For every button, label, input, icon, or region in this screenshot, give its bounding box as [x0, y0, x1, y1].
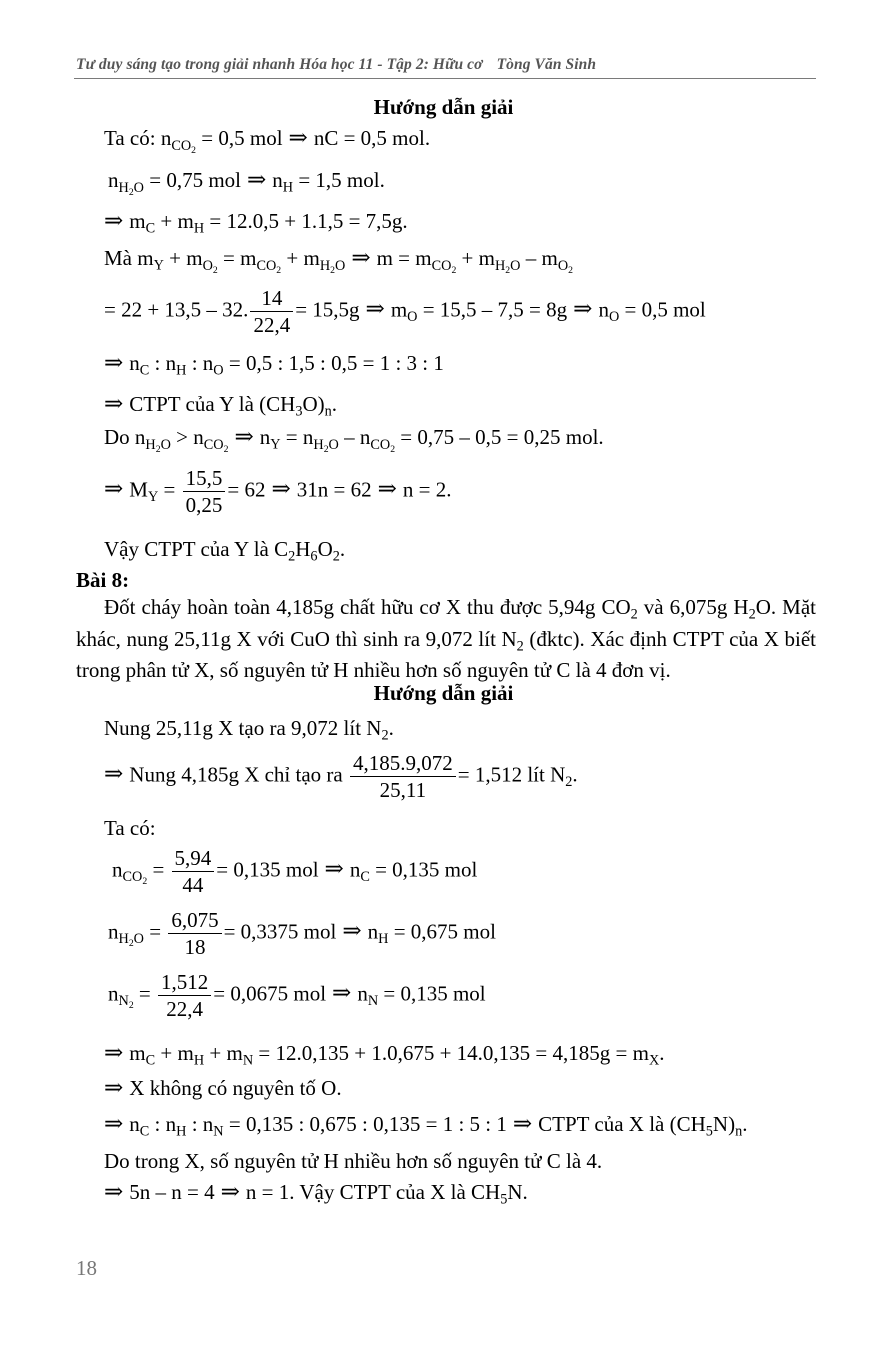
problem-title: Bài 8:	[76, 568, 130, 592]
fraction: $\frac{14}{22,4}$	[250, 285, 293, 338]
implies-arrow-icon: ⇒	[332, 980, 352, 1006]
solution2-line-5: $n_{H_2O}$ = $\frac{6,075}{18}$ = 0,3375 mol ⇒ $n_H = 0,675$ mol	[108, 908, 496, 959]
solution1-line-2: $n_{H_2O} = 0,75$ mol ⇒ $n_H = 1,5$ mol.	[108, 167, 385, 198]
solution2-line-9: ⇒ $n_C$ : $n_H$ : $n_N = 0,135$ : 0,675 : 0,135 = 1 : 5 : 1 ⇒ CTPT của X là $(CH_5N)_n$.	[104, 1111, 748, 1140]
solution2-line-7: ⇒ $m_C + m_H + m_N = 12.0,135 + 1.0,675 + 14.0,135 = 4,185g = m_X$.	[104, 1040, 665, 1069]
implies-arrow-icon: ⇒	[324, 856, 344, 882]
implies-arrow-icon: ⇒	[104, 208, 124, 233]
implies-arrow-icon: ⇒	[220, 1179, 240, 1204]
solution1-line-4: Mà $m_Y + m_{O_2} = m_{CO_2} + m_{H_2O}$ ⇒ $m = m_{CO_2} + m_{H_2O} - m_{O_2}$	[104, 245, 573, 276]
implies-arrow-icon: ⇒	[288, 125, 308, 150]
solution2-line-10: Do trong X, số nguyên tử H nhiều hơn số nguyên tử C là 4.	[104, 1149, 603, 1173]
solution1-line-6: ⇒ $n_C$ : $n_H$ : $n_O = 0,5$ : 1,5 : 0,5 = 1 : 3 : 1	[104, 350, 444, 379]
solution2-line-2: ⇒ Nung 4,185g X chỉ tạo ra $\frac{4,185.9,072}{25,11}$ = 1,512 lít $N_2$.	[104, 751, 578, 802]
implies-arrow-icon: ⇒	[104, 761, 124, 787]
fraction: $\frac{5,94}{44}$	[172, 845, 215, 898]
solution2-line-8: ⇒ X không có nguyên tố O.	[104, 1075, 342, 1100]
solution1-line-5: = 22 + 13,5 – 32. $\frac{14}{22,4}$ = 15,5g ⇒ $m_O = 15,5 - 7,5 = 8g$ ⇒ $n_O = 0,5$ mol	[104, 286, 706, 337]
page-number: 18	[76, 1256, 97, 1280]
fraction: $\frac{1,512}{22,4}$	[158, 969, 211, 1022]
implies-arrow-icon: ⇒	[377, 476, 397, 502]
implies-arrow-icon: ⇒	[271, 476, 291, 502]
author-name: Tòng Văn Sinh	[496, 56, 597, 73]
solution2-line-4: $n_{CO_2}$ = $\frac{5,94}{44}$ = 0,135 mol ⇒ $n_C = 0,135$ mol	[112, 846, 478, 897]
implies-arrow-icon: ⇒	[342, 918, 362, 944]
solution1-line-10: Vậy CTPT của Y là $C_2H_6O_2$.	[104, 537, 346, 565]
implies-arrow-icon: ⇒	[573, 296, 593, 322]
fraction: $\frac{4,185.9,072}{25,11}$	[350, 750, 456, 803]
solution1-line-3: ⇒ $m_C + m_H = 12.0,5 + 1.1,5 = 7,5g$.	[104, 208, 408, 237]
implies-arrow-icon: ⇒	[104, 476, 124, 502]
implies-arrow-icon: ⇒	[104, 391, 124, 416]
solution2-line-1: Nung 25,11g X tạo ra 9,072 lít $N_2$.	[104, 716, 394, 744]
implies-arrow-icon: ⇒	[351, 245, 371, 270]
running-header	[76, 56, 816, 74]
implies-arrow-icon: ⇒	[247, 167, 267, 192]
problem-statement: Đốt cháy hoàn toàn 4,185g chất hữu cơ X thu được 5,94g $CO_2$ và 6,075g $H_2O$. Mặt khác, nung 25,11g X với CuO thì sinh ra 9,072 lít $N_2$ (đktc). Xác định CTPT của X biết trong phân tử X, số nguyên tử H nhiều hơn số nguyên tử C là 4 đơn vị.	[76, 595, 816, 682]
implies-arrow-icon: ⇒	[365, 296, 385, 322]
implies-arrow-icon: ⇒	[104, 1075, 124, 1100]
implies-arrow-icon: ⇒	[104, 1111, 124, 1136]
fraction: $\frac{6,075}{18}$	[168, 907, 221, 960]
implies-arrow-icon: ⇒	[104, 1040, 124, 1065]
solution-heading-2: Hướng dẫn giải	[373, 681, 514, 705]
solution-heading-1: Hướng dẫn giải	[373, 95, 514, 119]
header-rule	[74, 78, 816, 79]
implies-arrow-icon: ⇒	[104, 1179, 124, 1204]
solution1-line-8: Do $n_{H_2O}$ > $n_{CO_2}\Rightarrow$ $n_Y = n_{H_2O} - n_{CO_2} = 0,75 - 0,5 = 0,25$ mol.	[104, 424, 604, 455]
solution2-line-11: ⇒ 5n – n = 4 ⇒ n = 1. Vậy CTPT của X là $CH_5N$.	[104, 1179, 528, 1208]
book-title: Tư duy sáng tạo trong giải nhanh Hóa học 11 - Tập 2: Hữu cơ	[76, 56, 483, 73]
fraction: $\frac{15,5}{0,25}$	[183, 465, 226, 518]
implies-arrow-icon: ⇒	[104, 350, 124, 375]
solution2-line-6: $n_{N_2}$ = $\frac{1,512}{22,4}$ = 0,0675 mol ⇒ $n_N = 0,135$ mol	[108, 970, 486, 1021]
solution1-line-9: ⇒ $M_Y$ = $\frac{15,5}{0,25}$ = 62 ⇒ 31n = 62 ⇒ n = 2.	[104, 466, 452, 517]
solution1-line-7: ⇒ CTPT của Y là $(CH_3O)_n$.	[104, 391, 338, 420]
solution1-line-1: Ta có: $n_{CO_2} = 0,5$ mol ⇒ nC = 0,5 mol.	[104, 125, 431, 156]
implies-arrow-icon: ⇒	[512, 1111, 533, 1136]
implies-arrow-icon: ⇒	[234, 424, 254, 449]
solution2-line-3: Ta có:	[104, 816, 156, 840]
